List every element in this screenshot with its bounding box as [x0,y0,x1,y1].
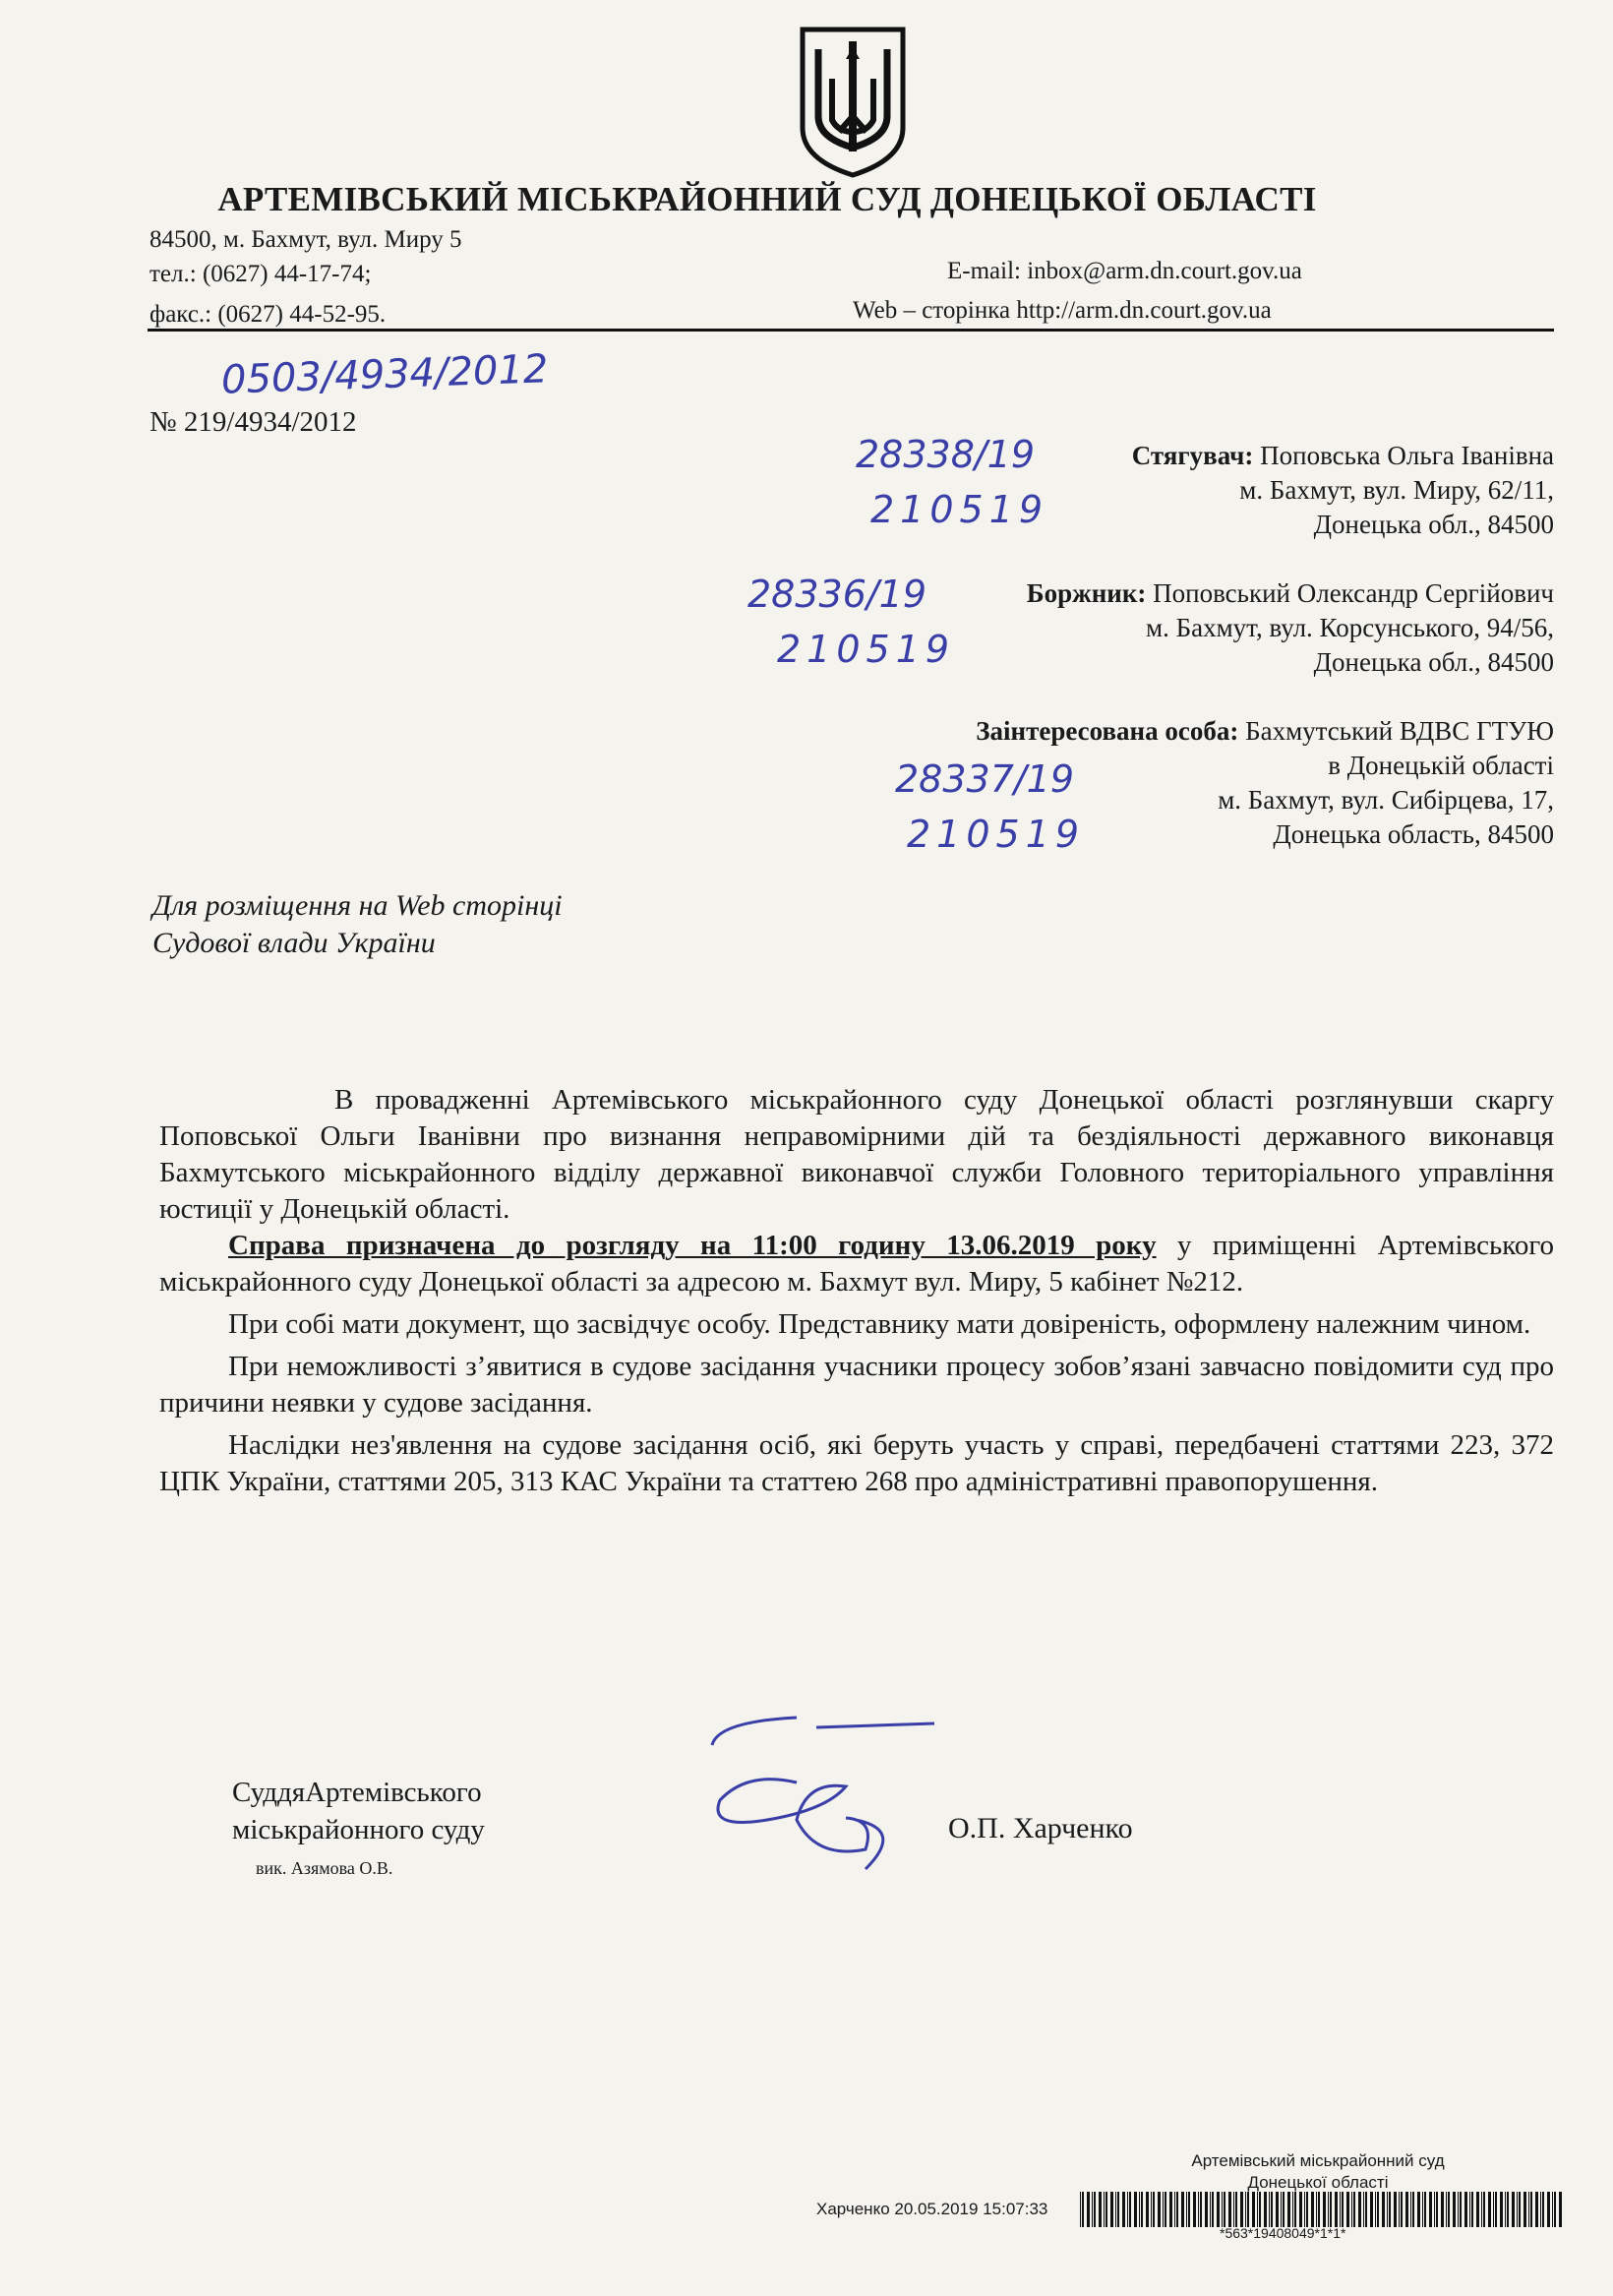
handwritten-debtor-reg: 28336/19 [747,573,927,616]
body-paragraph-3: При собі мати документ, що засвідчує особу. Представнику мати довіреність, оформлену належним чином. [228,1308,1531,1340]
debtor-region-line: Донецька обл., 84500 [1313,647,1554,677]
claimant-name: Поповська Ольга Іванівна [1260,441,1554,470]
body-paragraph-1: В провадженні Артемівського міськрайонного суду Донецької області розглянувши скаргу Поповської Ольги Іванівни про визнання неправомірними дій та бездіяльності державного виконавця Бахмутського міськрайонного відділу державної виконавчої служби Головного територіального управління юстиції у Донецькій області. [159,1084,1554,1225]
interested-line-2: в Донецькій області [1328,751,1554,780]
handwritten-signature-icon [708,1702,944,1889]
interested-party-block [976,714,1554,852]
handwritten-debtor-date: 210519 [777,628,956,671]
court-fax: факс.: (0627) 44-52-95. [149,301,387,328]
header-divider [148,329,1554,332]
body-paragraph-4: При неможливості з’явитися в судове засідання учасники процесу зобов’язані завчасно повідомити суд про причини неявки у судове засідання. [159,1351,1554,1419]
barcode-number: *563*19408049*1*1* [1220,2225,1346,2241]
claimant-address-line: м. Бахмут, вул. Миру, 62/11, [1239,475,1554,505]
handwritten-claimant-reg: 28338/19 [856,433,1036,476]
handwritten-interested-reg: 28337/19 [895,757,1075,801]
hearing-date-statement: Справа призначена до розгляду на 11:00 годину 13.06.2019 року [228,1230,1157,1261]
debtor-address-line: м. Бахмут, вул. Корсунського, 94/56, [1146,613,1554,642]
court-phone: тел.: (0627) 44-17-74; [149,261,372,287]
registration-stamp-court [1131,2150,1505,2194]
handwritten-claimant-date: 210519 [870,488,1049,531]
document-number: № 219/4934/2012 [149,406,357,438]
executor-name: вик. Азямова О.В. [256,1858,393,1878]
interested-address-line: м. Бахмут, вул. Сибірцева, 17, [1218,785,1554,815]
court-name-heading: АРТЕМІВСЬКИЙ МІСЬКРАЙОННИЙ СУД ДОНЕЦЬКОЇ ОБЛАСТІ [217,180,1317,218]
body-paragraph-5: Наслідки нез'явлення на судове засідання осіб, які беруть участь у справі, передбачені статтями 223, 372 ЦПК України, статтями 205, 313 КАС України та статтею 268 про адміністративні правопорушення. [159,1429,1554,1497]
claimant-region-line: Донецька обл., 84500 [1313,510,1554,539]
stamp-court-line-1: Артемівський міськрайонний суд [1191,2151,1445,2170]
notice-body [159,1082,1554,1500]
court-email: E-mail: inbox@arm.dn.court.gov.ua [947,258,1302,284]
note-line-1: Для розміщення на Web сторінці [152,889,563,922]
tryzub-emblem-icon [795,22,911,179]
court-address: 84500, м. Бахмут, вул. Миру 5 [149,226,462,253]
claimant-block [1132,439,1554,542]
handwritten-case-ref: 0503/4934/2012 [220,346,550,403]
judge-title [232,1774,485,1848]
judge-name: О.П. Харченко [948,1812,1133,1844]
hearing-location: у приміщенні Артемівського міськрайонного суду Донецької області за адресою м. Бахмут вул. Миру, 5 кабінет №212. [159,1230,1554,1298]
interested-region-line: Донецька область, 84500 [1273,819,1554,849]
debtor-block [1027,576,1554,680]
handwritten-interested-date: 210519 [907,813,1086,856]
interested-name: Бахмутський ВДВС ГТУЮ [1245,716,1554,746]
note-line-2: Судової влади України [152,927,436,959]
stamp-court-line-2: Донецької області [1247,2173,1389,2192]
debtor-label: Боржник: [1026,578,1147,608]
interested-label: Заінтересована особа: [976,716,1239,746]
registration-user-timestamp: Харченко 20.05.2019 15:07:33 [816,2200,1048,2218]
barcode-icon [1080,2192,1562,2227]
court-web: Web – сторінка http://arm.dn.court.gov.ua [853,297,1272,324]
body-paragraph-2 [159,1228,1554,1300]
web-publication-note [152,887,563,962]
judge-title-line-1: СуддяАртемівського [232,1777,482,1808]
judge-title-line-2: міськрайонного суду [232,1814,485,1845]
debtor-name: Поповський Олександр Сергійович [1153,578,1554,608]
claimant-label: Стягувач: [1131,441,1254,470]
